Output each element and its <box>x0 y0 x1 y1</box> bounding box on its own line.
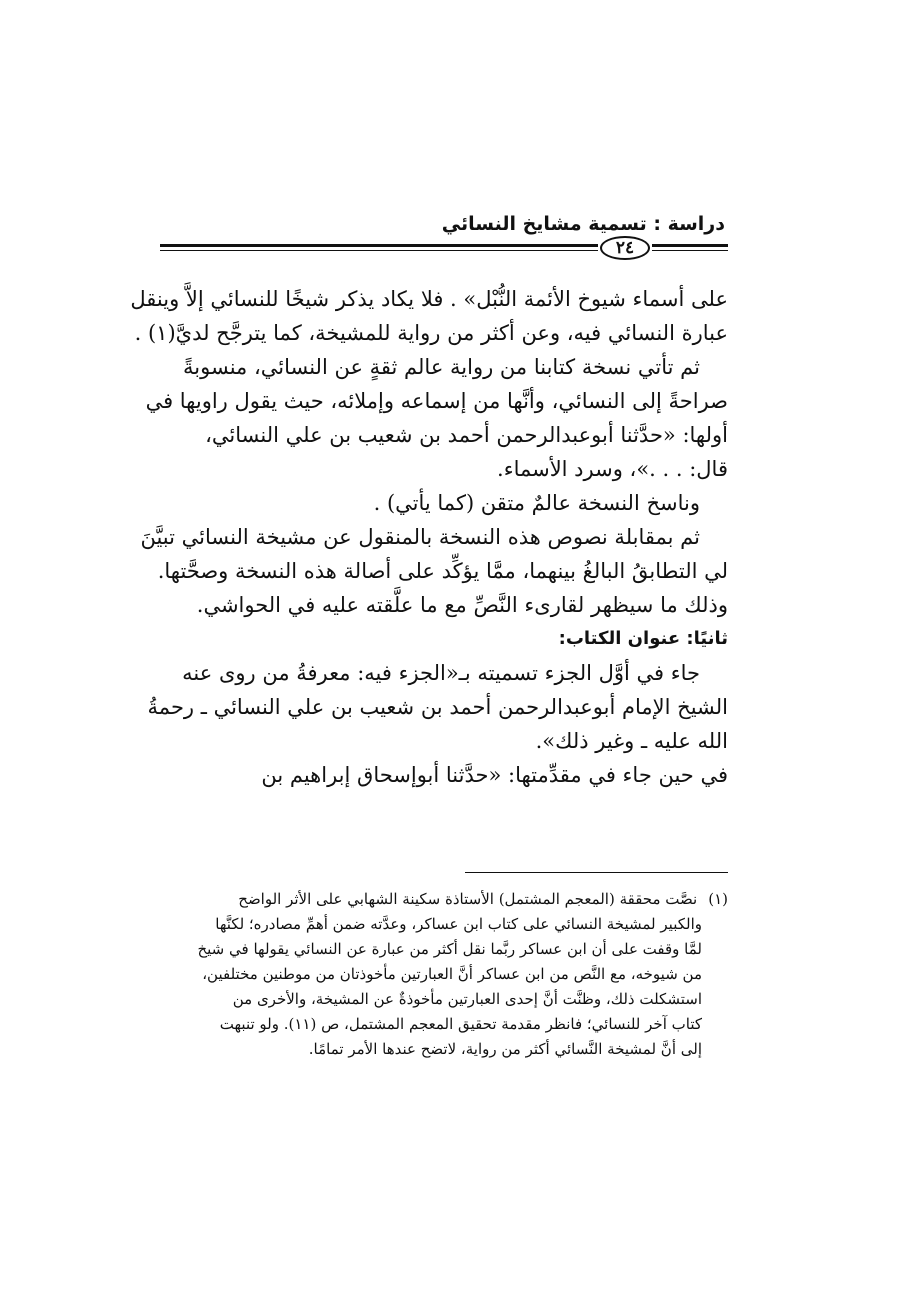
text-line: الشيخ الإمام أبوعبدالرحمن أحمد بن شعيب بن علي النسائي ـ رحمةُ <box>147 695 728 719</box>
footnote <box>160 887 728 1062</box>
text-line: عبارة النسائي فيه، وعن أكثر من رواية للمشيخة، كما يترجَّح لديَّ(١) . <box>134 321 728 345</box>
page-number: ٢٤ <box>600 236 650 260</box>
text-line: وذلك ما سيظهر لقارىء النَّصِّ مع ما علَّقته عليه في الحواشي. <box>196 593 728 617</box>
footnote-separator <box>465 872 728 873</box>
header-rule <box>160 236 728 262</box>
footnote-marker: (١) <box>708 890 728 908</box>
footnote-line: استشكلت ذلك، وظنَّت أنَّ إحدى العبارتين مأخوذةٌ عن المشيخة، والأخرى من <box>232 990 702 1008</box>
text-line: قال: . . .»، وسرد الأسماء. <box>497 457 728 481</box>
text-line: لي التطابقُ البالغُ بينهما، ممَّا يؤكِّد على أصالة هذه النسخة وصحَّتها. <box>157 559 728 583</box>
footnote-line: إلى أنَّ لمشيخة النَّسائي أكثر من رواية، لاتضح عندها الأمر تمامًا. <box>308 1040 702 1058</box>
footnote-line: والكبير لمشيخة النسائي على كتاب ابن عساكر، وعدَّته ضمن أهمِّ مصادره؛ لكنَّها <box>215 915 702 933</box>
section-heading: ثانيًا: عنوان الكتاب: <box>558 628 728 649</box>
text-line: الله عليه ـ وغير ذلك». <box>535 729 728 753</box>
text-line: وناسخ النسخة عالمٌ متقن (كما يأتي) . <box>373 491 700 515</box>
text-line: أولها: «حدَّثنا أبوعبدالرحمن أحمد بن شعيب بن علي النسائي، <box>205 423 728 447</box>
header-rule-left <box>160 244 598 251</box>
header-rule-right <box>652 244 728 251</box>
text-line: على أسماء شيوخ الأئمة النُّبْل» . فلا يكاد يذكر شيخًا للنسائي إلاَّ وينقل <box>130 287 728 311</box>
footnote-line: كتاب آخر للنسائي؛ فانظر مقدمة تحقيق المعجم المشتمل، ص (١١). ولو تنبهت <box>219 1015 702 1033</box>
text-line: ثم تأتي نسخة كتابنا من رواية عالم ثقةٍ عن النسائي، منسوبةً <box>183 355 700 379</box>
text-line: صراحةً إلى النسائي، وأنَّها من إسماعه وإملائه، حيث يقول راويها في <box>145 389 728 413</box>
footnote-line: لمَّا وقفت على أن ابن عساكر ربَّما نقل أكثر من عبارة عن النسائي يقولها في شيخ <box>197 940 702 958</box>
main-text <box>130 282 728 792</box>
footnote-line <box>160 887 728 912</box>
running-title: دراسة : تسمية مشايخ النسائي <box>441 213 725 235</box>
text-line: جاء في أوَّل الجزء تسميته بـ«الجزء فيه: معرفةُ من روى عنه <box>182 661 700 685</box>
text-line: في حين جاء في مقدِّمتها: «حدَّثنا أبوإسحاق إبراهيم بن <box>261 763 728 787</box>
text-line: ثم بمقابلة نصوص هذه النسخة بالمنقول عن مشيخة النسائي تبيَّنَ <box>140 525 700 549</box>
footnote-text: نصَّت محققة (المعجم المشتمل) الأستاذة سكينة الشهابي على الأثر الواضح <box>238 890 698 908</box>
footnote-line: من شيوخه، مع النَّص من ابن عساكر أنَّ العبارتين مأخوذتان من موطنين مختلفين، <box>202 965 702 983</box>
